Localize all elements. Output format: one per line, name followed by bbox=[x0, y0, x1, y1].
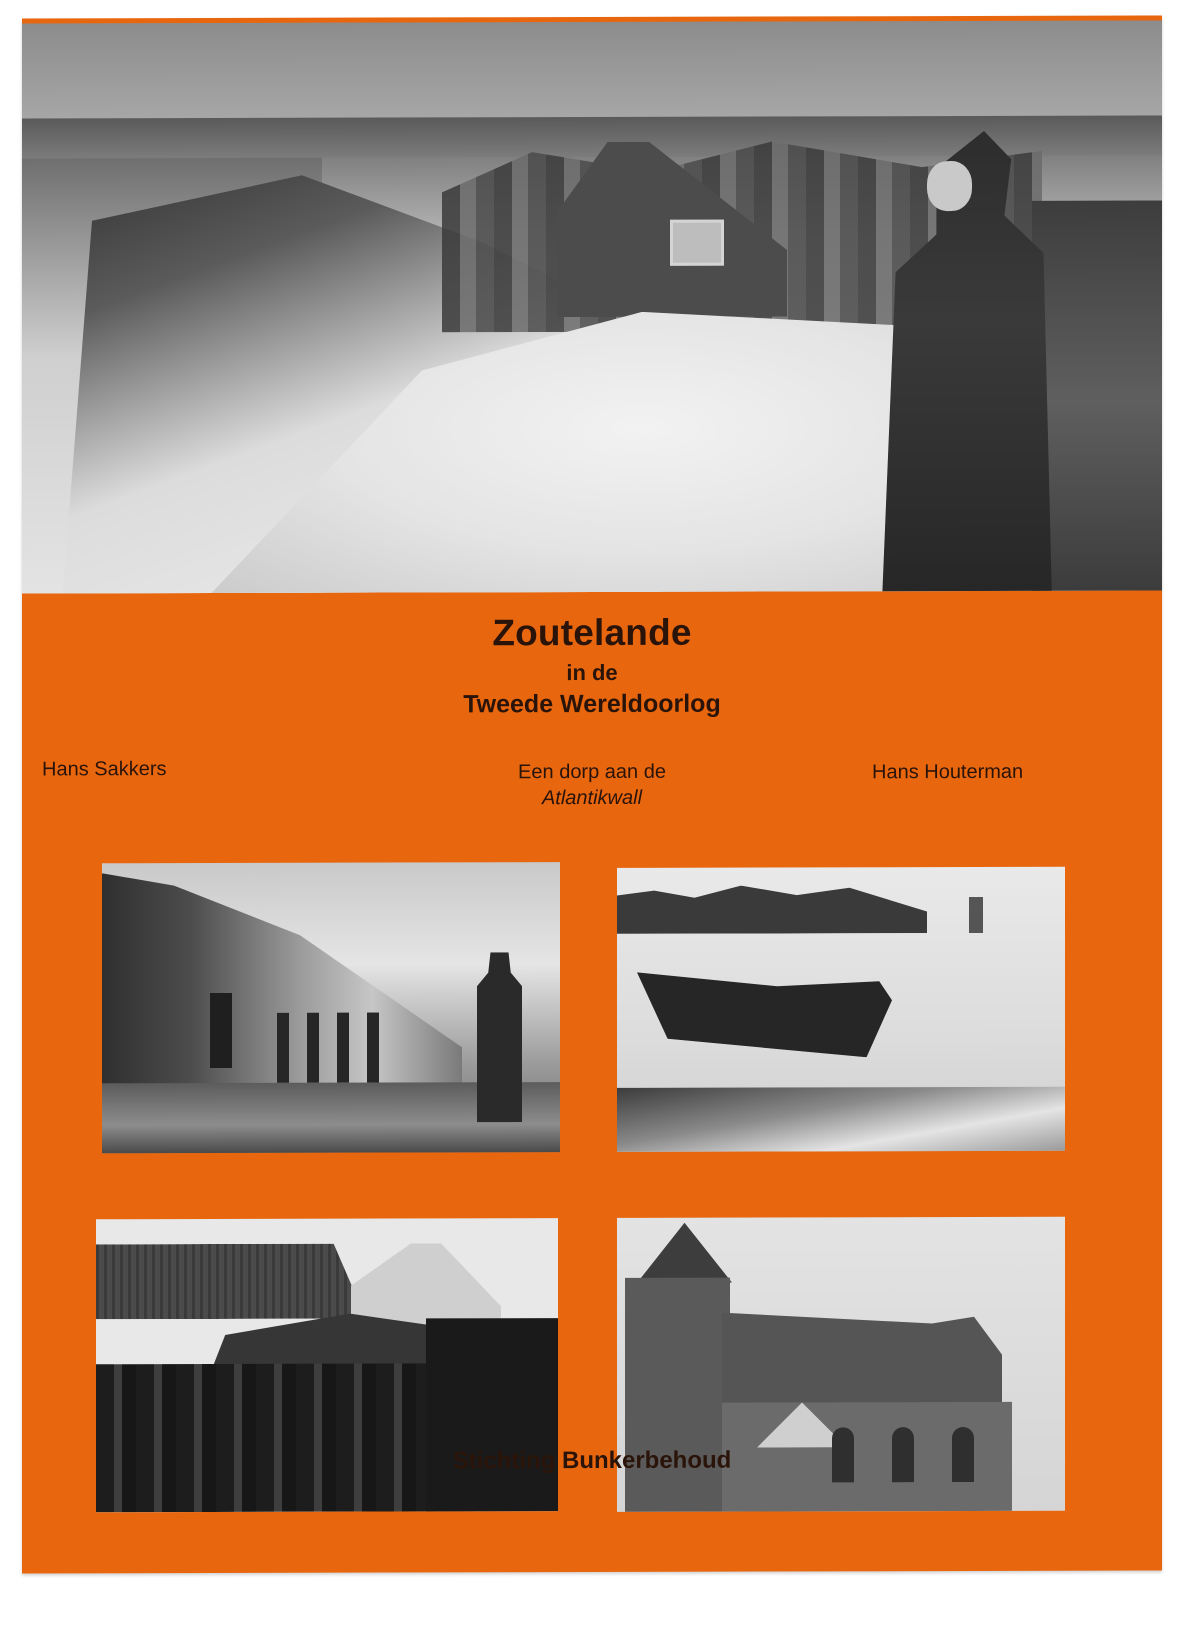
book-cover bbox=[22, 16, 1162, 1574]
photo-church-roof bbox=[722, 1312, 1002, 1408]
top-photo-soldier-on-dunes bbox=[22, 21, 1162, 594]
author-right: Hans Houterman bbox=[872, 760, 1024, 784]
photo-soldier-face bbox=[927, 161, 972, 211]
photo-bunker bbox=[102, 862, 560, 1153]
photo-bunker-door bbox=[210, 993, 232, 1068]
photo-windmill bbox=[969, 897, 983, 933]
author-left: Hans Sakkers bbox=[42, 758, 167, 781]
book-subtitle-line2: Tweede Wereldoorlog bbox=[463, 689, 721, 719]
photo-church-tower bbox=[625, 1278, 730, 1512]
photo-church-spire bbox=[637, 1223, 732, 1283]
photo-roof bbox=[96, 1244, 366, 1320]
tagline-line1: Een dorp aan de bbox=[518, 760, 666, 784]
publisher: Stichting Bunkerbehoud bbox=[452, 1446, 732, 1475]
photo-running-men bbox=[277, 1013, 397, 1083]
photo-officer bbox=[477, 952, 522, 1122]
photo-house-window bbox=[670, 220, 724, 266]
photo-sky bbox=[22, 21, 1162, 129]
photo-dark-area bbox=[426, 1318, 558, 1511]
photo-shore bbox=[617, 1087, 1065, 1152]
photo-boat-flood bbox=[617, 867, 1065, 1152]
photo-boat bbox=[637, 962, 892, 1058]
photo-treeline bbox=[617, 885, 927, 934]
tagline-line2: Atlantikwall bbox=[541, 786, 643, 810]
photo-bunker-wall bbox=[1032, 201, 1162, 594]
book-subtitle-line1: in de bbox=[566, 659, 618, 686]
book-title: Zoutelande bbox=[492, 611, 692, 654]
